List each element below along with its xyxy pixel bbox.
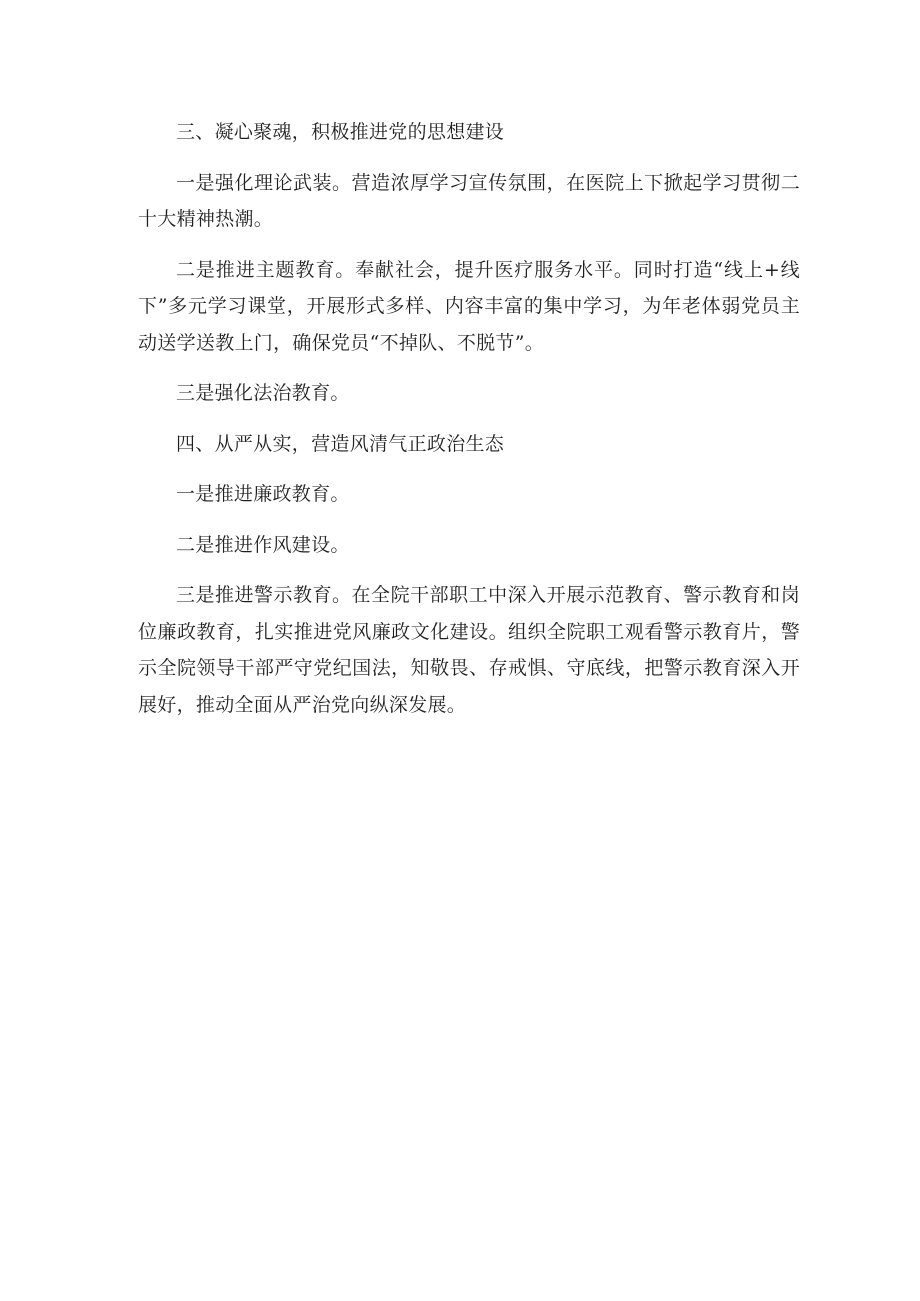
paragraph-work-style: 二是推进作风建设。: [176, 533, 350, 556]
paragraph-warning-education: 三是推进警示教育。在全院干部职工中深入开展示范教育、警示教育和岗位廉政教育，扎实推进党风廉政文化建设。组织全院职工观看警示教育片，警示全院领导干部严守党纪国法，知敬畏、存戒惧、守底线，把警示教育深入开展好，推动全面从严治党向纵深发展。: [138, 584, 800, 716]
document-body: [138, 114, 800, 723]
paragraph-theory-study: 一是强化理论武装。营造浓厚学习宣传氛围，在医院上下掀起学习贯彻二十大精神热潮。: [138, 171, 800, 230]
paragraph-theme-education: 二是推进主题教育。奉献社会，提升医疗服务水平。同时打造“线上+线下”多元学习课堂，开展形式多样、内容丰富的集中学习，为年老体弱党员主动送学送教上门，确保党员“不掉队、不脱节”。: [138, 258, 800, 354]
section-heading-3: 三、凝心聚魂，积极推进党的思想建设: [176, 121, 505, 143]
section-heading-4: 四、从严从实，营造风清气正政治生态: [176, 432, 505, 455]
paragraph-integrity-education: 一是推进廉政教育。: [176, 483, 350, 505]
paragraph-legal-education: 三是强化法治教育。: [176, 382, 350, 404]
